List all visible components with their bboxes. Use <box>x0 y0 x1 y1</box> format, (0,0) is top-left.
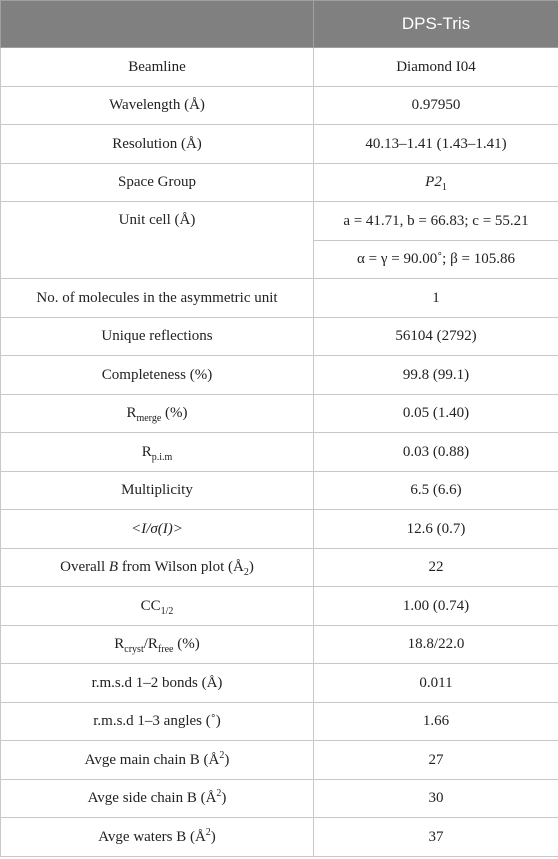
table-row <box>1 510 558 549</box>
waters-tail: ) <box>210 828 216 845</box>
value-resolution: 40.13–1.41 (1.43–1.41) <box>314 125 558 164</box>
value-wilson-b: 22 <box>314 548 558 587</box>
value-beamline: Diamond I04 <box>314 48 558 87</box>
side-chain-sup: 2 <box>216 788 222 799</box>
param-resolution: Resolution (Å) <box>1 125 314 164</box>
cc-main: CC <box>140 597 161 614</box>
table-row <box>1 625 558 664</box>
rmerge-tail: (%) <box>161 405 188 421</box>
param-multiplicity: Multiplicity <box>1 471 314 510</box>
value-rpim: 0.03 (0.88) <box>314 433 558 472</box>
table-row <box>1 279 558 318</box>
rfree-sub: free <box>157 644 174 655</box>
wilson-pre: Overall <box>60 559 109 575</box>
value-i-sigma: 12.6 (0.7) <box>314 510 558 549</box>
value-rmsd-bonds: 0.011 <box>314 664 558 703</box>
table-row <box>1 202 558 241</box>
rpim-sub: p.i.m <box>151 451 173 463</box>
table-row <box>1 702 558 741</box>
table-row <box>1 471 558 510</box>
value-unique-reflections: 56104 (2792) <box>314 317 558 356</box>
cc-sub: 1/2 <box>160 605 174 617</box>
value-unit-cell-lengths: a = 41.71, b = 66.83; c = 55.21 <box>314 202 558 241</box>
param-main-chain-b <box>1 741 314 780</box>
rmerge-sub: merge <box>136 413 162 424</box>
param-rmerge <box>1 394 314 433</box>
param-rmsd-bonds: r.m.s.d 1–2 bonds (Å) <box>1 664 314 703</box>
main-chain-sup: 2 <box>219 749 225 761</box>
value-cc-half: 1.00 (0.74) <box>314 587 558 626</box>
table-row <box>1 818 558 857</box>
rmerge-main: R <box>126 405 137 421</box>
value-rmsd-angles: 1.66 <box>314 702 558 741</box>
main-chain-tail: ) <box>224 751 230 768</box>
rfree-mid: /R <box>143 636 158 652</box>
rpim-main: R <box>141 443 152 460</box>
table-row <box>1 394 558 433</box>
param-wilson-b <box>1 548 314 587</box>
value-multiplicity: 6.5 (6.6) <box>314 471 558 510</box>
table-row <box>1 125 558 164</box>
wilson-ital: B <box>108 559 119 575</box>
table-row <box>1 433 558 472</box>
value-main-chain-b: 27 <box>314 741 558 780</box>
table-row <box>1 317 558 356</box>
value-completeness: 99.8 (99.1) <box>314 356 558 395</box>
param-side-chain-b <box>1 779 314 818</box>
table-header-row <box>1 1 558 48</box>
wilson-sub: 2 <box>243 567 249 578</box>
value-rcryst-rfree: 18.8/22.0 <box>314 625 558 664</box>
param-space-group: Space Group <box>1 163 314 202</box>
value-rmerge: 0.05 (1.40) <box>314 394 558 433</box>
param-rcryst-rfree <box>1 625 314 664</box>
space-group-sub: 1 <box>441 182 447 193</box>
table-row <box>1 587 558 626</box>
param-rmsd-angles: r.m.s.d 1–3 angles (˚) <box>1 702 314 741</box>
rcryst-sub: cryst <box>124 644 144 655</box>
param-wavelength: Wavelength (Å) <box>1 86 314 125</box>
param-rpim <box>1 433 314 472</box>
table-row <box>1 548 558 587</box>
table-row <box>1 741 558 780</box>
rfree-tail: (%) <box>173 636 200 652</box>
param-i-sigma <box>1 510 314 549</box>
side-chain-tail: ) <box>221 790 227 806</box>
value-molecules-asu: 1 <box>314 279 558 318</box>
header-dps-tris: DPS-Tris <box>314 1 558 48</box>
param-cc-half <box>1 587 314 626</box>
param-completeness: Completeness (%) <box>1 356 314 395</box>
param-unique-reflections: Unique reflections <box>1 317 314 356</box>
waters-sup: 2 <box>205 826 211 838</box>
wilson-tail: ) <box>248 559 254 575</box>
param-unit-cell: Unit cell (Å) <box>1 202 314 279</box>
table-row <box>1 163 558 202</box>
table-row <box>1 779 558 818</box>
param-waters-b <box>1 818 314 857</box>
value-wavelength: 0.97950 <box>314 86 558 125</box>
table-row <box>1 86 558 125</box>
value-unit-cell-angles: α = γ = 90.00˚; β = 105.86 <box>314 240 558 279</box>
i-sigma-text: <I/σ(I)> <box>131 520 183 537</box>
value-side-chain-b: 30 <box>314 779 558 818</box>
space-group-main: P2 <box>425 174 442 190</box>
header-param <box>1 1 314 48</box>
value-waters-b: 37 <box>314 818 558 857</box>
value-space-group <box>314 163 558 202</box>
param-beamline: Beamline <box>1 48 314 87</box>
table-row <box>1 356 558 395</box>
main-chain-main: Avge main chain B (Å <box>84 751 220 768</box>
side-chain-main: Avge side chain B (Å <box>87 790 217 806</box>
rcryst-main: R <box>114 636 125 652</box>
waters-main: Avge waters B (Å <box>98 828 206 845</box>
wilson-mid: from Wilson plot (Å <box>118 559 244 575</box>
table-row <box>1 48 558 87</box>
table-row <box>1 664 558 703</box>
param-molecules-asu: No. of molecules in the asymmetric unit <box>1 279 314 318</box>
